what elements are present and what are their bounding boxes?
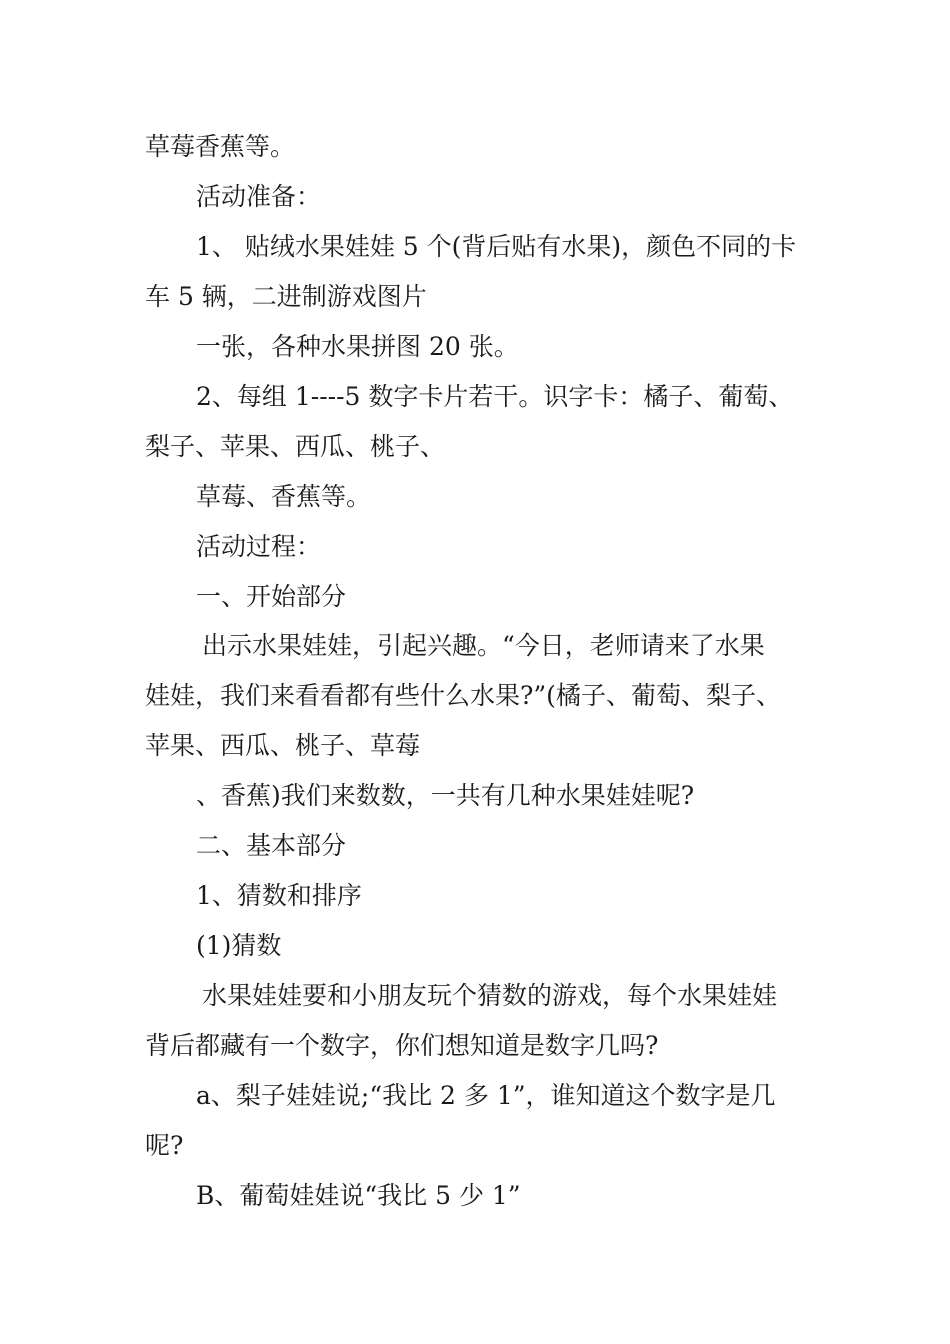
text-line: 2、每组 1----5 数字卡片若干。识字卡：橘子、葡萄、 — [196, 382, 794, 411]
text-line: 草莓、香蕉等。 — [196, 482, 372, 511]
section-heading-preparation: 活动准备： — [196, 182, 322, 211]
text-line: 苹果、西瓜、桃子、草莓 — [145, 731, 421, 760]
text-line: B、葡萄娃娃说“我比 5 少 1” — [196, 1181, 521, 1210]
text-line: 呢? — [145, 1131, 184, 1160]
text-line: 出示水果娃娃，引起兴趣。“今日，老师请来了水果 — [202, 631, 765, 660]
text-line: 草莓香蕉等。 — [145, 132, 296, 161]
text-line: 、香蕉)我们来数数，一共有几种水果娃娃呢? — [196, 781, 695, 810]
text-line: 水果娃娃要和小朋友玩个猜数的游戏，每个水果娃娃 — [202, 981, 778, 1010]
text-line: 一张，各种水果拼图 20 张。 — [196, 332, 519, 361]
text-line: 娃娃，我们来看看都有些什么水果?”(橘子、葡萄、梨子、 — [145, 681, 781, 710]
section-heading-basic: 二、基本部分 — [196, 831, 347, 860]
section-heading-start: 一、开始部分 — [196, 582, 347, 611]
text-line: a、梨子娃娃说;“我比 2 多 1”，谁知道这个数字是几 — [196, 1081, 776, 1110]
subsection-heading-guess-sort: 1、猜数和排序 — [196, 881, 362, 910]
text-line: 梨子、苹果、西瓜、桃子、 — [145, 432, 446, 461]
subsection-heading-guess: (1)猜数 — [196, 931, 282, 960]
section-heading-process: 活动过程： — [196, 532, 322, 561]
text-line: 车 5 辆，二进制游戏图片 — [145, 282, 427, 311]
text-line: 1、 贴绒水果娃娃 5 个(背后贴有水果)，颜色不同的卡 — [196, 232, 797, 261]
text-line: 背后都藏有一个数字，你们想知道是数字几吗? — [145, 1031, 659, 1060]
